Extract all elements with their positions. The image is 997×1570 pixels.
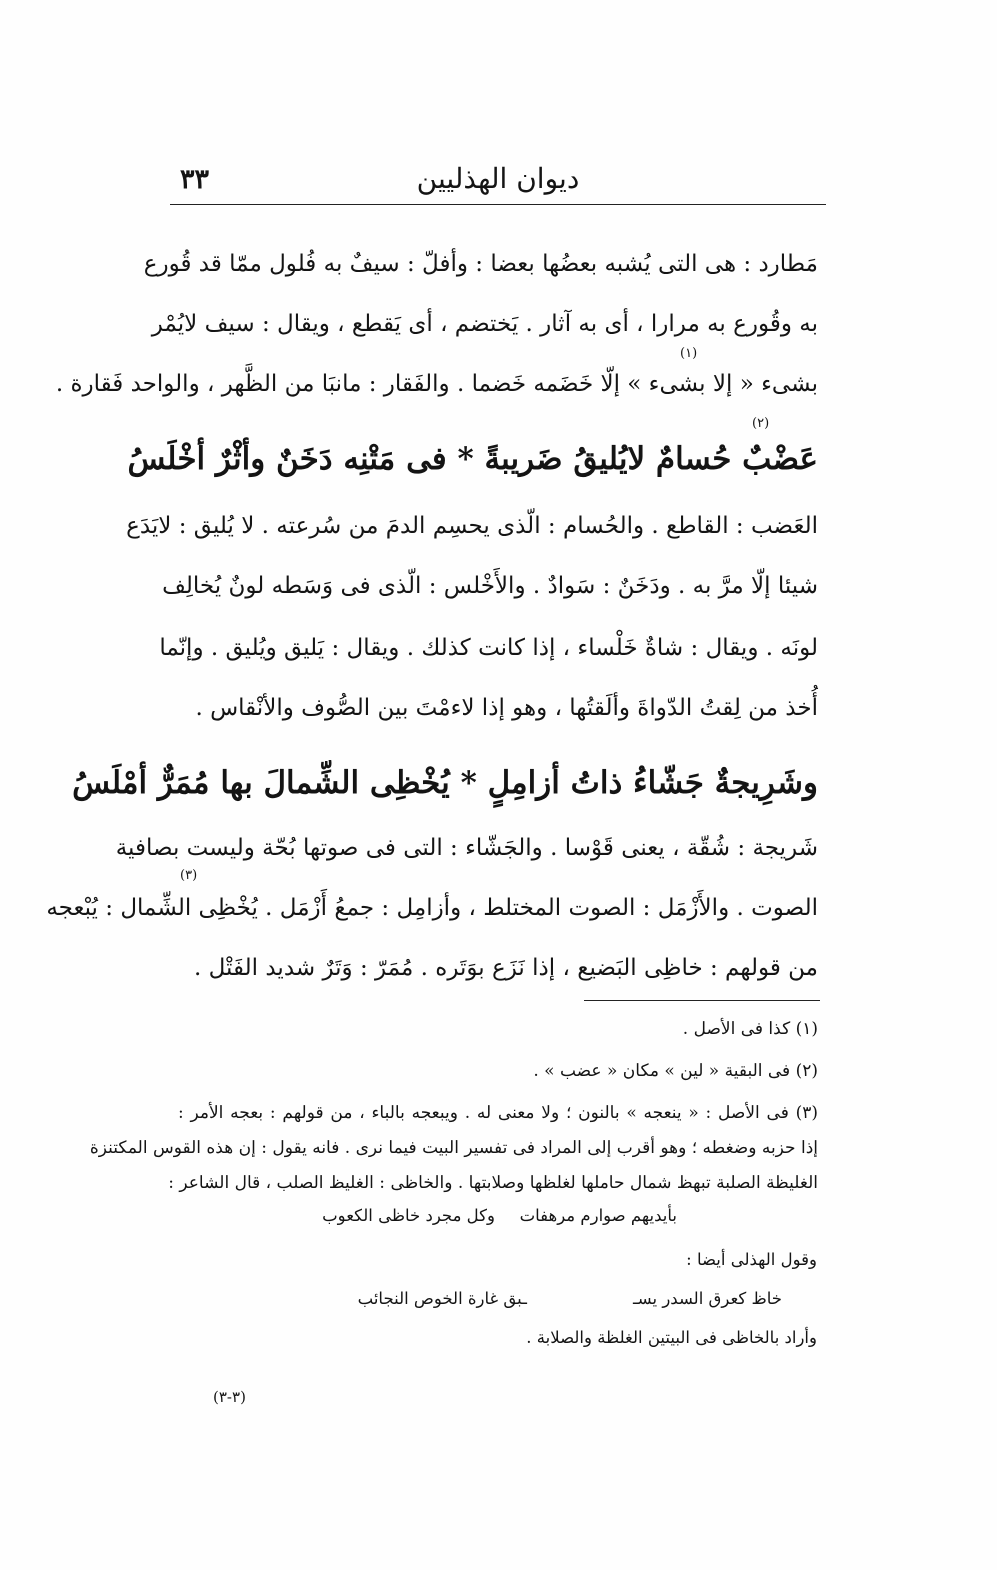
text-line: مَطارد : هى التى يُشبه بعضُها بعضا : وأفلّ : سيفٌ به فُلول ممّا قد قُورع: [143, 251, 818, 277]
couplet-hemistich: ـبق غارة الخوص النجائب: [357, 1289, 527, 1308]
note-marker: (٣): [180, 868, 198, 883]
running-header: [170, 160, 826, 205]
text-line: لونَه . ويقال : شاةٌ خَلْساء ، إذا كانت كذلك . ويقال : يَليق ويُليق . وإنّما: [159, 635, 818, 661]
couplet-hemistich: خاظ كعرق السدر يسـ: [632, 1289, 782, 1308]
text-line: به وقُورع به مرارا ، أى به آثار . يَختضم ، أى يَقطع ، ويقال : سيف لايُمْر: [151, 311, 818, 337]
text-line: العَضب : القاطع . والحُسام : الّذى يحسِم الدمَ من سُرعته . لا يُليق : لايَدَع: [126, 513, 818, 539]
page-number: ٣٣: [180, 164, 210, 195]
couplet-hemistich: بأيديهم صوارم مرهفات: [519, 1206, 677, 1225]
note-marker: (٢): [752, 416, 770, 431]
footnote-line: (١) كذا فى الأصل .: [682, 1019, 818, 1039]
footnote-line: (٢) فى البقية « لين » مكان « عضب » .: [533, 1061, 818, 1081]
footnote-line: إذا حزبه وضغطه ؛ وهو أقرب إلى المراد فى تفسير البيت فيما نرى . فانه يقول : إن هذه القوس المكتنزة: [89, 1138, 818, 1158]
couplet-hemistich: وكل مجرد خاظى الكعوب: [322, 1206, 495, 1225]
text-line: الصوت . والأَزْمَل : الصوت المختلط ، وأزامِل : جمعُ أَزْمَل . يُخْظِى الشِّمال : يُبْعجه: [46, 895, 818, 921]
text-line: شيئا إلّا مرَّ به . ودَخَنٌ : سَوادٌ . والأَخْلس : الّذى فى وَسَطه لونٌ يُخالِف: [162, 573, 818, 599]
printer-signature: (٣-٣): [213, 1388, 246, 1406]
footnote-intro: وقول الهذلى أيضا :: [686, 1250, 817, 1269]
book-title: ديوان الهذليين: [416, 162, 580, 195]
text-line: من قولهم : خاظِى البَضيع ، إذا نَزَع بوَتَره . مُمَرّ : وَتَرٌ شديد الفَتْل .: [194, 955, 818, 981]
footnote-separator: [584, 1000, 820, 1001]
verse-line: عَضْبٌ حُسامٌ لايُليقُ ضَريبةً * فى مَتْنِه دَخَنٌ وأثْرٌ أخْلَسُ: [127, 441, 818, 477]
verse-line: وشَرِيجةٌ جَشّاءُ ذاتُ أزامِلٍ * يُخْظِى الشِّمالَ بها مُمَرٌّ أمْلَسُ: [72, 765, 818, 801]
text-line: بشىء « إلا بشىء » إلّا خَضَمه خَضما . والفَقار : مانبَا من الظَّهر ، والواحد فَقارة .: [55, 371, 818, 397]
note-marker: (١): [680, 346, 698, 361]
text-line: أُخذ من لِقتُ الدّواةَ وألَقتُها ، وهو إذا لاءمْتَ بين الصُّوف والأنْقاس .: [195, 695, 818, 721]
footnote-line: الغليظة الصلبة تبهظ شمال حاملها لغلظها وصلابتها . والخاظى : الغليظ الصلب ، قال الشاعر :: [168, 1173, 818, 1193]
text-line: شَريجة : شُقّة ، يعنى قَوْسا . والجَشّاء : التى فى صوتها بُحّة وليست بصافية: [115, 835, 818, 861]
footnote-closing: وأراد بالخاظى فى البيتين الغلظة والصلابة .: [526, 1328, 817, 1347]
footnote-line: (٣) فى الأصل : « ينعجه » بالنون ؛ ولا معنى له . ويبعجه بالباء ، من قولهم : بعجه الأمر :: [178, 1103, 818, 1123]
